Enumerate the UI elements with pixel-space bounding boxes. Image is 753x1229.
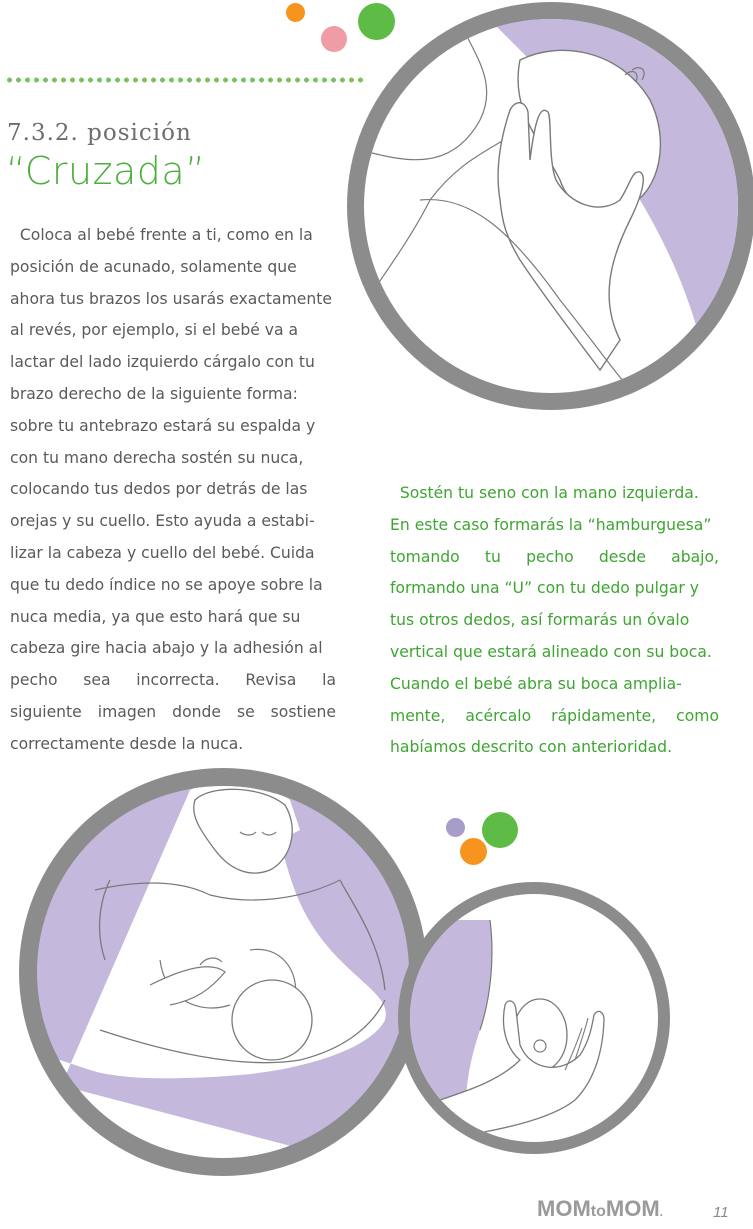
left-line-1: Coloca al bebé frente a ti, como en la [10, 226, 313, 244]
left-line-7: sobre tu antebrazo estará su espalda y [10, 416, 316, 435]
left-line-9: colocando tus dedos por detrás de las [10, 480, 308, 499]
right-line-2: En este caso formarás la “hamburguesa” [390, 515, 712, 534]
breast-hold-illustration [398, 876, 672, 1162]
left-line-2: posición de acunado, solamente que [10, 257, 297, 276]
right-line-3: tomando tu pecho desde abajo, [390, 547, 719, 566]
right-line-4: formando una “U” con tu dedo pulgar y [390, 579, 699, 598]
brand-logo [537, 1196, 663, 1222]
page-number: 11 [713, 1204, 729, 1221]
left-line-12: que tu dedo índice no se apoye sobre la [10, 575, 323, 594]
section-number: 7.3.2. posición [7, 120, 192, 146]
right-line-9: habíamos descrito con anterioridad. [390, 738, 673, 757]
left-line-11: lizar la cabeza y cuello del bebé. Cuida [10, 543, 315, 562]
left-line-17: correctamente desde la nuca. [10, 734, 244, 753]
right-paragraph [390, 478, 719, 764]
left-line-15: pecho sea incorrecta. Revisa la [10, 671, 336, 690]
orange-dot-mid [460, 838, 487, 865]
right-line-6: vertical que estará alineado con su boca. [390, 642, 712, 661]
left-line-13: nuca media, ya que esto hará que su [10, 607, 301, 626]
left-line-5: lactar del lado izquierdo cárgalo con tu [10, 353, 315, 372]
right-line-1: Sostén tu seno con la mano izquierda. [390, 484, 699, 502]
brand-mom-1: MOM [537, 1196, 591, 1221]
brand-to: to [590, 1203, 606, 1220]
left-line-6: brazo derecho de la siguiente forma: [10, 384, 298, 403]
left-line-8: con tu mano derecha sostén su nuca, [10, 448, 304, 467]
left-line-16: siguiente imagen donde se sostiene [10, 702, 336, 721]
left-paragraph [10, 220, 336, 761]
left-line-10: orejas y su cuello. Esto ayuda a estabi- [10, 512, 315, 531]
green-dot-mid [482, 812, 518, 848]
brand-mark: . [659, 1205, 663, 1219]
nape-support-illustration [338, 0, 753, 412]
left-line-3: ahora tus brazos los usarás exactamente [10, 289, 332, 308]
right-line-7: Cuando el bebé abra su boca amplia- [390, 674, 682, 693]
dotted-divider [5, 77, 365, 83]
brand-mom-2: MOM [605, 1196, 660, 1221]
lavender-dot-mid [446, 818, 465, 837]
cross-cradle-illustration [18, 768, 428, 1178]
orange-dot-top [286, 3, 305, 22]
left-line-4: al revés, por ejemplo, si el bebé va a [10, 321, 299, 340]
section-title: “Cruzada” [6, 149, 206, 193]
left-line-14: cabeza gire hacia abajo y la adhesión al [10, 639, 323, 658]
right-line-5: tus otros dedos, así formarás un óvalo [390, 611, 690, 630]
right-line-8: mente, acércalo rápidamente, como [390, 706, 719, 725]
